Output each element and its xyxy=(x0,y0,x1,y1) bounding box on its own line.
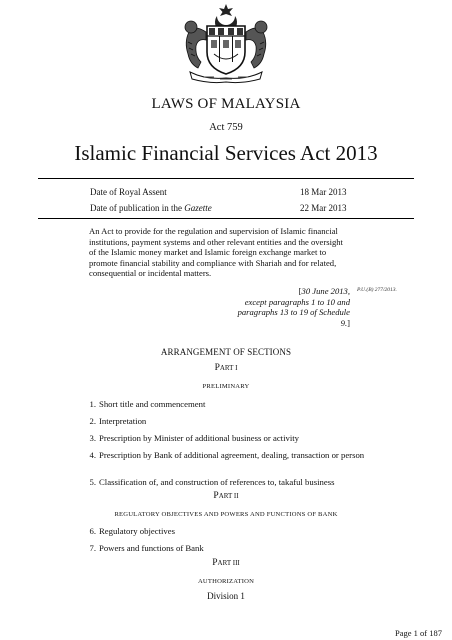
section-number: 5. xyxy=(89,477,96,487)
section-title: Prescription by Bank of additional agreement, dealing, transaction or person xyxy=(99,450,365,460)
part-3-label: PART III xyxy=(212,558,240,568)
section-title: Interpretation xyxy=(99,416,147,426)
gazette-publication-label: Date of publication in the Gazette xyxy=(90,203,212,213)
royal-assent-label: Date of Royal Assent xyxy=(90,187,167,197)
section-title: Short title and commencement xyxy=(99,399,206,409)
part-2-label: PART II xyxy=(213,491,239,501)
section-number: 4. xyxy=(89,450,96,460)
act-title: Islamic Financial Services Act 2013 xyxy=(74,141,378,165)
bottom-divider xyxy=(38,218,414,219)
section-title: Classification of, and construction of references to, takaful business xyxy=(99,477,335,487)
part-3-heading: AUTHORIZATION xyxy=(197,578,255,585)
long-title-paragraph: An Act to provide for the regulation and supervision of Islamic financial institutions, payment systems and other relevant entities and the oversight of the Islamic money market and Islamic foreign exchange market to promote financial stability and compliance with Shariah and for related, consequential or incidental matters. xyxy=(89,226,343,279)
section-number: 7. xyxy=(89,543,96,553)
laws-of-malaysia-title: LAWS OF MALAYSIA xyxy=(151,96,301,112)
top-divider xyxy=(38,178,414,179)
division-1-heading: Division 1 xyxy=(207,591,245,601)
commencement-note: [30 June 2013, except paragraphs 1 to 10 and paragraphs 13 to 19 of Schedule 9.] xyxy=(237,286,350,328)
part-2-heading: REGULATORY OBJECTIVES AND POWERS AND FUNCTIONS OF BANK xyxy=(114,511,338,518)
section-number: 2. xyxy=(89,416,96,426)
section-title: Regulatory objectives xyxy=(99,526,175,536)
section-number: 6. xyxy=(89,526,96,536)
part-1-heading: PRELIMINARY xyxy=(202,383,250,390)
arrangement-of-sections-title: ARRANGEMENT OF SECTIONS xyxy=(160,347,292,357)
royal-assent-date: 18 Mar 2013 xyxy=(300,187,347,197)
marginal-note: P.U.(B) 277/2013. xyxy=(357,287,397,293)
section-title: Powers and functions of Bank xyxy=(99,543,204,553)
section-title: Prescription by Minister of additional business or activity xyxy=(99,433,300,443)
page-number: Page 1 of 187 xyxy=(395,628,442,638)
section-number: 1. xyxy=(89,399,96,409)
part-1-label: PART I xyxy=(214,363,238,373)
gazette-publication-date: 22 Mar 2013 xyxy=(300,203,347,213)
coat-of-arms-emblem xyxy=(176,2,276,84)
section-number: 3. xyxy=(89,433,96,443)
act-number: Act 759 xyxy=(209,122,243,133)
